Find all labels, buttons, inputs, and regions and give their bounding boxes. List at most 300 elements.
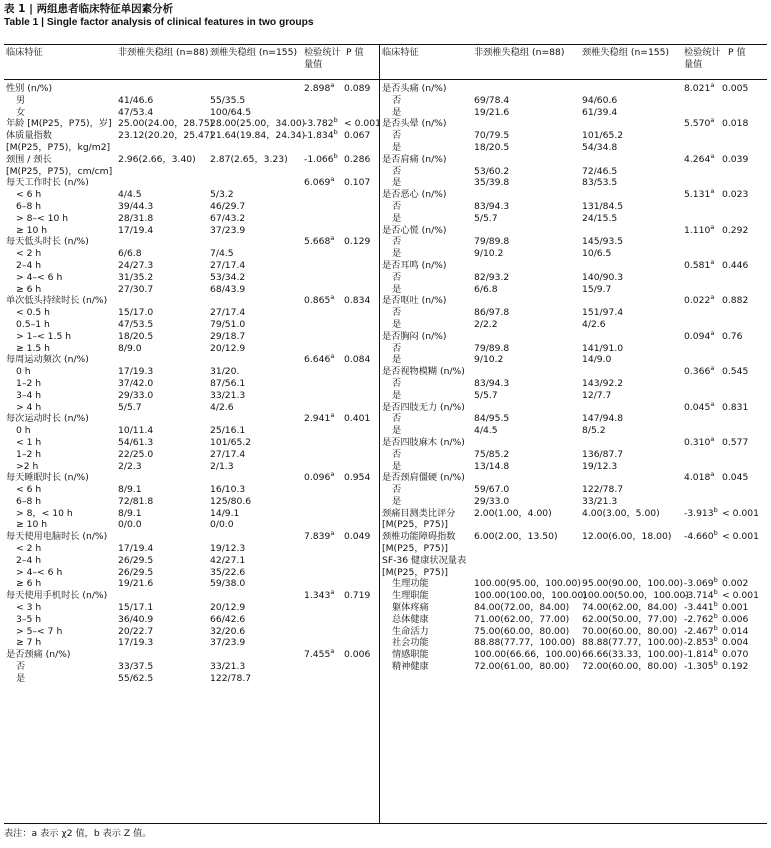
instability-cell: 14/9.1	[210, 507, 240, 519]
table-row	[4, 166, 379, 178]
table-row	[4, 390, 379, 402]
table-row	[380, 611, 767, 626]
instability-cell: 21.64(19.84，24.34)	[210, 130, 306, 142]
p-value-cell: 0.014	[722, 625, 749, 637]
instability-cell: 4/2.6	[582, 318, 606, 330]
superscript-marker: b	[333, 116, 338, 125]
instability-cell: 35/22.6	[210, 566, 246, 578]
table-row	[4, 531, 379, 543]
non-instability-cell: 100.00(66.66，100.00)	[474, 649, 581, 661]
header-p-value: P 值	[728, 47, 746, 58]
superscript-marker: b	[713, 576, 718, 585]
table-row	[4, 213, 379, 225]
instability-cell: 32/20.6	[210, 625, 246, 637]
feature-cell: 社会功能	[392, 637, 429, 649]
table-row	[380, 658, 767, 673]
feature-cell: 是	[392, 460, 402, 472]
p-value-cell: 0.001	[722, 602, 749, 614]
instability-cell: 33/21.3	[210, 389, 246, 401]
header-instability: 颈椎失稳组 (n=155)	[582, 47, 670, 58]
instability-cell: 27/17.4	[210, 307, 246, 319]
feature-cell: 否	[392, 413, 402, 425]
feature-cell: >2 h	[16, 460, 39, 472]
feature-cell: 是否头晕 (n/%)	[382, 118, 447, 130]
feature-cell: > 4–< 6 h	[16, 566, 63, 578]
superscript-marker: a	[710, 151, 715, 160]
instability-cell: 53/34.2	[210, 271, 246, 283]
non-instability-cell: 10/11.4	[118, 425, 154, 437]
table-row	[4, 437, 379, 449]
statistic-cell: 8.021$^a$	[684, 80, 715, 94]
instability-cell: 8/5.2	[582, 425, 606, 437]
feature-cell: > 4 h	[16, 401, 42, 413]
instability-cell: 101/65.2	[582, 130, 624, 142]
statistic-cell: 4.018$^a$	[684, 470, 715, 484]
non-instability-cell: 75.00(60.00，80.00)	[474, 625, 570, 637]
p-value-cell: 0.005	[722, 83, 749, 94]
instability-cell: 27/17.4	[210, 448, 246, 460]
superscript-marker: a	[710, 399, 715, 408]
statistic-cell: -2.467$^b$	[684, 623, 718, 637]
instability-cell: 54/34.8	[582, 141, 618, 153]
feature-cell: 颈痛目测类比评分	[382, 507, 456, 519]
non-instability-cell: 19/21.6	[474, 106, 510, 118]
table-row	[4, 95, 379, 107]
non-instability-cell: 26/29.5	[118, 554, 154, 566]
non-instability-cell: 2.00(1.00，4.00)	[474, 507, 552, 519]
table-row	[4, 626, 379, 638]
header-statistic: 检验统计量值	[684, 47, 721, 70]
feature-cell: 是	[392, 141, 402, 153]
table-row	[380, 590, 767, 602]
p-value-cell: 0.292	[722, 224, 749, 236]
instability-cell: 62.00(50.00，77.00)	[582, 613, 678, 625]
non-instability-cell: 72.00(61.00，80.00)	[474, 661, 570, 673]
superscript-marker: a	[330, 80, 335, 89]
feature-cell: > 5–< 7 h	[16, 625, 63, 637]
instability-cell: 42/27.1	[210, 554, 246, 566]
non-instability-cell: 72/81.8	[118, 495, 154, 507]
superscript-marker: a	[710, 293, 715, 302]
table-row	[380, 222, 767, 237]
superscript-marker: b	[713, 611, 718, 620]
table-row	[4, 378, 379, 390]
table-row	[4, 272, 379, 284]
feature-cell: 生理职能	[392, 590, 429, 602]
p-value-cell: 0.129	[344, 236, 371, 248]
feature-cell: 0 h	[16, 425, 31, 437]
statistic-cell: -1.834$^b$	[304, 128, 338, 142]
table-row	[4, 555, 379, 567]
feature-cell: 否	[392, 94, 402, 106]
instability-cell: 4.00(3.00，5.00)	[582, 507, 660, 519]
statistic-cell: -2.762$^b$	[684, 611, 718, 625]
instability-cell: 16/10.3	[210, 484, 246, 496]
p-value-cell: 0.286	[344, 153, 371, 165]
non-instability-cell: 17/19.3	[118, 366, 154, 378]
feature-cell: 否	[392, 236, 402, 248]
instability-cell: 83/53.5	[582, 177, 618, 189]
superscript-marker: a	[710, 328, 715, 337]
feature-cell: 是	[392, 354, 402, 366]
feature-cell: 否	[392, 130, 402, 142]
feature-cell: 否	[392, 484, 402, 496]
feature-cell: < 0.5 h	[16, 307, 50, 319]
non-instability-cell: 59/67.0	[474, 484, 510, 496]
instability-cell: 72/46.5	[582, 165, 618, 177]
table-row	[4, 236, 379, 248]
instability-cell: 2/1.3	[210, 460, 234, 472]
instability-cell: 37/23.9	[210, 224, 246, 236]
non-instability-cell: 2/2.2	[474, 318, 498, 330]
p-value-cell: < 0.001	[722, 507, 759, 519]
superscript-marker: a	[330, 175, 335, 184]
non-instability-cell: 17/19.3	[118, 637, 154, 649]
p-value-cell: 0.834	[344, 295, 371, 307]
superscript-marker: a	[330, 529, 335, 538]
statistic-cell: -3.913$^b$	[684, 505, 718, 519]
superscript-marker: a	[710, 470, 715, 479]
superscript-marker: b	[713, 588, 718, 597]
feature-cell: 2–4 h	[16, 554, 42, 566]
table-row	[4, 602, 379, 614]
p-value-cell: 0.446	[722, 259, 749, 271]
superscript-marker: b	[713, 635, 718, 644]
p-value-cell: 0.084	[344, 354, 371, 366]
bottom-rule	[4, 823, 767, 824]
feature-cell: 3–5 h	[16, 613, 42, 625]
instability-cell: 27/17.4	[210, 259, 246, 271]
non-instability-cell: 26/29.5	[118, 566, 154, 578]
table-row	[4, 496, 379, 508]
instability-cell: 88.88(77.77，100.00)	[582, 637, 684, 649]
table-row	[380, 307, 767, 319]
non-instability-cell: 37/42.0	[118, 377, 154, 389]
instability-cell: 74.00(62.00，84.00)	[582, 602, 678, 614]
table-row	[380, 107, 767, 119]
table-row	[380, 425, 767, 437]
table-row	[380, 142, 767, 154]
left-table-body	[4, 80, 381, 685]
table-row	[380, 80, 767, 95]
table-row	[380, 343, 767, 355]
table-row	[380, 166, 767, 178]
instability-cell: 136/87.7	[582, 448, 624, 460]
table-row	[4, 80, 379, 95]
non-instability-cell: 2.96(2.66，3.40)	[118, 153, 196, 165]
p-value-cell: 0.004	[722, 637, 749, 649]
feature-cell: 是否四肢麻木 (n/%)	[382, 436, 465, 448]
feature-cell: > 8–< 10 h	[16, 212, 69, 224]
table-row	[4, 107, 379, 119]
p-value-cell: 0.006	[722, 613, 749, 625]
p-value-cell: 0.089	[344, 83, 371, 94]
table-row	[4, 151, 379, 166]
table-row	[380, 295, 767, 307]
table-row	[4, 413, 379, 425]
feature-cell: 是否耳鸣 (n/%)	[382, 259, 447, 271]
table-row	[4, 519, 379, 531]
instability-cell: 59/38.0	[210, 578, 246, 590]
non-instability-cell: 83/94.3	[474, 377, 510, 389]
feature-cell: 颈椎功能障碍指数	[382, 531, 456, 543]
feature-cell: 是否肩痛 (n/%)	[382, 153, 447, 165]
feature-cell: 是否颈肩僵硬 (n/%)	[382, 472, 465, 484]
p-value-cell: 0.107	[344, 177, 371, 189]
non-instability-cell: 33/37.5	[118, 661, 154, 673]
non-instability-cell: 84.00(72.00，84.00)	[474, 602, 570, 614]
feature-cell: < 1 h	[16, 436, 42, 448]
superscript-marker: a	[710, 80, 715, 89]
table-row	[4, 248, 379, 260]
table-row	[380, 177, 767, 189]
superscript-marker: a	[330, 647, 335, 656]
non-instability-cell: 6/6.8	[474, 283, 498, 295]
table-row	[4, 319, 379, 331]
instability-cell: 140/90.3	[582, 271, 624, 283]
feature-cell: 否	[392, 307, 402, 319]
p-value-cell: < 0.001	[722, 590, 759, 602]
statistic-cell: 4.264$^a$	[684, 151, 715, 165]
feature-cell: SF-36 健康状况量表	[382, 554, 467, 566]
table-row	[4, 661, 379, 673]
instability-cell: 28.00(25.00，34.00)	[210, 118, 306, 130]
instability-cell: 33/21.3	[582, 495, 618, 507]
table-row	[380, 95, 767, 107]
statistic-cell: 6.646$^a$	[304, 352, 335, 366]
feature-cell: 是	[392, 425, 402, 437]
instability-cell: 68/43.9	[210, 283, 246, 295]
table-row	[4, 472, 379, 484]
non-instability-cell: 17/19.4	[118, 224, 154, 236]
non-instability-cell: 31/35.2	[118, 271, 154, 283]
p-value-cell: 0.719	[344, 590, 371, 602]
instability-cell: 14/9.0	[582, 354, 612, 366]
superscript-marker: b	[333, 128, 338, 137]
instability-cell: 100.00(50.00，100.00)	[582, 590, 689, 602]
p-value-cell: 0.002	[722, 578, 749, 590]
table-row	[4, 307, 379, 319]
feature-cell: ≥ 6 h	[16, 578, 42, 590]
feature-cell: 每次运动时长 (n/%)	[6, 413, 89, 425]
p-value-cell: 0.049	[344, 531, 371, 543]
instability-cell: 141/91.0	[582, 342, 624, 354]
superscript-marker: a	[330, 234, 335, 243]
table-row	[4, 637, 379, 649]
superscript-marker: b	[713, 658, 718, 667]
p-value-cell: 0.577	[722, 436, 749, 448]
table-row	[4, 461, 379, 473]
statistic-cell: 0.045$^a$	[684, 399, 715, 413]
non-instability-cell: 28/31.8	[118, 212, 154, 224]
non-instability-cell: 54/61.3	[118, 436, 154, 448]
feature-cell: 是否心慌 (n/%)	[382, 224, 447, 236]
feature-cell: 是	[392, 106, 402, 118]
table-row	[380, 461, 767, 473]
table-row	[4, 567, 379, 579]
non-instability-cell: 25.00(24.00，28.75)	[118, 118, 214, 130]
superscript-marker: a	[710, 187, 715, 196]
instability-cell: 5/3.2	[210, 189, 234, 201]
table-row	[380, 257, 767, 272]
instability-cell: 87/56.1	[210, 377, 246, 389]
feature-cell: [M(P25，P75)]	[382, 543, 448, 555]
p-value-cell: 0.401	[344, 413, 371, 425]
superscript-marker: a	[330, 293, 335, 302]
feature-cell: < 6 h	[16, 189, 42, 201]
instability-cell: 131/84.5	[582, 200, 624, 212]
feature-cell: 是	[392, 389, 402, 401]
superscript-marker: b	[713, 647, 718, 656]
non-instability-cell: 6/6.8	[118, 248, 142, 260]
feature-cell: 6–8 h	[16, 200, 42, 212]
table-row	[4, 673, 379, 685]
feature-cell: 情感职能	[392, 649, 429, 661]
statistic-cell: 0.310$^a$	[684, 434, 715, 448]
non-instability-cell: 2/2.3	[118, 460, 142, 472]
header-rule	[4, 79, 767, 80]
non-instability-cell: 29/33.0	[118, 389, 154, 401]
non-instability-cell: 83/94.3	[474, 200, 510, 212]
non-instability-cell: 24/27.3	[118, 259, 154, 271]
non-instability-cell: 22/25.0	[118, 448, 154, 460]
table-row	[380, 213, 767, 225]
table-row	[4, 508, 379, 520]
header-non-instability: 非颈椎失稳组 (n=88)	[474, 47, 565, 58]
feature-cell: 否	[392, 448, 402, 460]
caption-en: Table 1 | Single factor analysis of clinical features in two groups	[4, 17, 314, 28]
table-row	[4, 425, 379, 437]
table-row	[380, 189, 767, 201]
p-value-cell: 0.882	[722, 295, 749, 307]
header-p-value: P 值	[346, 47, 364, 58]
superscript-marker: b	[713, 623, 718, 632]
non-instability-cell: 41/46.6	[118, 94, 154, 106]
table-row	[4, 343, 379, 355]
p-value-cell: 0.023	[722, 189, 749, 201]
instability-cell: 125/80.6	[210, 495, 252, 507]
non-instability-cell: 79/89.8	[474, 342, 510, 354]
p-value-cell: 0.831	[722, 401, 749, 413]
feature-cell: 1–2 h	[16, 377, 42, 389]
table-row	[380, 496, 767, 508]
non-instability-cell: 19/21.6	[118, 578, 154, 590]
statistic-cell: -1.066$^b$	[304, 151, 338, 165]
non-instability-cell: 70/79.5	[474, 130, 510, 142]
feature-cell: 颈围 / 颈长	[6, 153, 52, 165]
instability-cell: 55/35.5	[210, 94, 246, 106]
instability-cell: 151/97.4	[582, 307, 624, 319]
header-instability: 颈椎失稳组 (n=155)	[210, 47, 298, 58]
table-row	[4, 201, 379, 213]
statistic-cell: 0.865$^a$	[304, 293, 335, 307]
non-instability-cell: 55/62.5	[118, 672, 154, 684]
non-instability-cell: 6.00(2.00，13.50)	[474, 531, 558, 543]
table-row	[380, 248, 767, 260]
feature-cell: 是否视物模糊 (n/%)	[382, 366, 465, 378]
feature-cell: [M(P25，P75)]	[382, 519, 448, 531]
table-row	[380, 413, 767, 425]
table-row	[380, 555, 767, 567]
statistic-cell: -3.782$^b$	[304, 116, 338, 130]
table-row	[4, 484, 379, 496]
instability-cell: 100/64.5	[210, 106, 252, 118]
table-row	[380, 284, 767, 296]
instability-cell: 24/15.5	[582, 212, 618, 224]
instability-cell: 15/9.7	[582, 283, 612, 295]
p-value-cell: 0.018	[722, 118, 749, 130]
instability-cell: 19/12.3	[210, 543, 246, 555]
statistic-cell: 2.941$^a$	[304, 411, 335, 425]
feature-cell: ≥ 7 h	[16, 637, 42, 649]
feature-cell: 3–4 h	[16, 389, 42, 401]
instability-cell: 25/16.1	[210, 425, 246, 437]
table-row	[4, 225, 379, 237]
non-instability-cell: 15/17.0	[118, 307, 154, 319]
table-row	[380, 623, 767, 638]
instability-cell: 46/29.7	[210, 200, 246, 212]
feature-cell: 每天工作时长 (n/%)	[6, 177, 89, 189]
p-value-cell: 0.039	[722, 153, 749, 165]
table-row	[380, 236, 767, 248]
non-instability-cell: 5/5.7	[118, 401, 142, 413]
instability-cell: 33/21.3	[210, 661, 246, 673]
table-row	[4, 295, 379, 307]
feature-cell: 性别 (n/%)	[6, 83, 53, 94]
superscript-marker: b	[713, 505, 718, 514]
non-instability-cell: 18/20.5	[474, 141, 510, 153]
instability-cell: 143/92.2	[582, 377, 624, 389]
statistic-cell: 5.668$^a$	[304, 234, 335, 248]
feature-cell: 年龄 [M(P25，P75)，岁]	[6, 118, 112, 130]
instability-cell: 101/65.2	[210, 436, 252, 448]
non-instability-cell: 4/4.5	[118, 189, 142, 201]
feature-cell: 1–2 h	[16, 448, 42, 460]
feature-cell: 是否四肢无力 (n/%)	[382, 401, 465, 413]
table-row	[380, 505, 767, 520]
p-value-cell: 0.070	[722, 649, 749, 661]
feature-cell: ≥ 10 h	[16, 224, 48, 236]
instability-cell: 12/7.7	[582, 389, 612, 401]
statistic-cell: 7.839$^a$	[304, 529, 335, 543]
instability-cell: 145/93.5	[582, 236, 624, 248]
non-instability-cell: 8/9.1	[118, 484, 142, 496]
feature-cell: 单次低头持续时长 (n/%)	[6, 295, 108, 307]
table-row	[4, 189, 379, 201]
non-instability-cell: 20/22.7	[118, 625, 154, 637]
table-row	[4, 260, 379, 272]
feature-cell: < 6 h	[16, 484, 42, 496]
non-instability-cell: 8/9.1	[118, 507, 142, 519]
feature-cell: 体质量指数	[6, 130, 52, 142]
superscript-marker: b	[713, 600, 718, 608]
non-instability-cell: 39/44.3	[118, 200, 154, 212]
feature-cell: ≥ 1.5 h	[16, 342, 50, 354]
non-instability-cell: 29/33.0	[474, 495, 510, 507]
non-instability-cell: 36/40.9	[118, 613, 154, 625]
header-non-instability: 非颈椎失稳组 (n=88)	[118, 47, 209, 58]
table-caption	[4, 3, 314, 29]
instability-cell: 0/0.0	[210, 519, 234, 531]
non-instability-cell: 5/5.7	[474, 212, 498, 224]
feature-cell: 是	[392, 318, 402, 330]
instability-cell: 29/18.7	[210, 330, 246, 342]
table-row	[4, 118, 379, 130]
statistic-cell: 0.094$^a$	[684, 328, 715, 342]
non-instability-cell: 5/5.7	[474, 389, 498, 401]
statistic-cell: -3.441$^b$	[684, 600, 718, 614]
table-row	[4, 590, 379, 602]
